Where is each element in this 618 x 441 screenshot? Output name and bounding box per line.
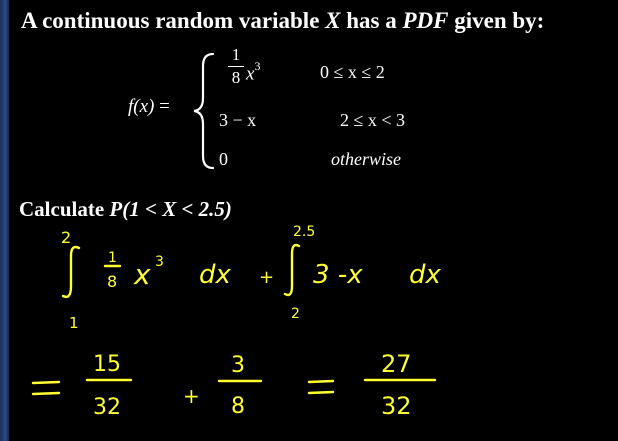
plus-sign: + xyxy=(259,267,275,288)
equals-sign-1 xyxy=(33,382,59,394)
function-name: f(x) xyxy=(128,96,155,117)
case1-frac-denominator: 8 xyxy=(231,68,241,87)
case1-exponent: 3 xyxy=(254,59,261,73)
case1-frac-numerator: 1 xyxy=(231,45,241,64)
case2-condition: 2 ≤ x < 3 xyxy=(340,110,406,130)
heading-text-3: given by: xyxy=(454,8,545,33)
final-numerator: 27 xyxy=(381,350,412,378)
result2-numerator: 3 xyxy=(231,353,245,378)
case3-condition: otherwise xyxy=(331,149,401,169)
case2-expression: 3 − x xyxy=(219,110,257,130)
small-frac-num: 1 xyxy=(108,250,117,266)
result1-numerator: 15 xyxy=(93,352,121,377)
calculate-label: Calculate xyxy=(19,197,105,221)
integral1-dx: dx xyxy=(199,260,231,290)
handwritten-solution xyxy=(9,0,618,441)
case3-expression: 0 xyxy=(219,149,228,169)
integral2-upper: 2.5 xyxy=(293,224,316,240)
heading-text-2: has a xyxy=(346,8,397,33)
left-edge-bar xyxy=(0,0,9,441)
result-plus: + xyxy=(183,384,200,408)
result2-denominator: 8 xyxy=(231,394,245,419)
integral1-upper: 2 xyxy=(61,228,72,247)
integral1-lower: 1 xyxy=(69,314,79,332)
whiteboard xyxy=(9,0,618,441)
heading-variable: X xyxy=(325,8,341,33)
small-frac-den: 8 xyxy=(107,272,118,291)
function-equals: = xyxy=(159,96,170,117)
case1-variable: x xyxy=(246,63,255,85)
integral2-dx: dx xyxy=(409,260,441,290)
integral-sign-1 xyxy=(63,247,79,297)
integral2-body: 3 -x xyxy=(313,260,363,290)
equals-sign-2 xyxy=(309,381,333,393)
integral2-lower: 2 xyxy=(291,306,300,322)
calculate-expression: P(1 < X < 2.5) xyxy=(109,197,232,221)
integral1-power: 3 xyxy=(155,254,164,270)
heading-text-1: A continuous random variable xyxy=(21,8,320,33)
integral1-variable: x xyxy=(134,258,151,291)
result1-denominator: 32 xyxy=(93,395,121,420)
integral-sign-2 xyxy=(285,245,299,295)
final-denominator: 32 xyxy=(381,392,412,420)
case1-condition: 0 ≤ x ≤ 2 xyxy=(320,62,385,82)
heading-pdf: PDF xyxy=(402,8,449,33)
